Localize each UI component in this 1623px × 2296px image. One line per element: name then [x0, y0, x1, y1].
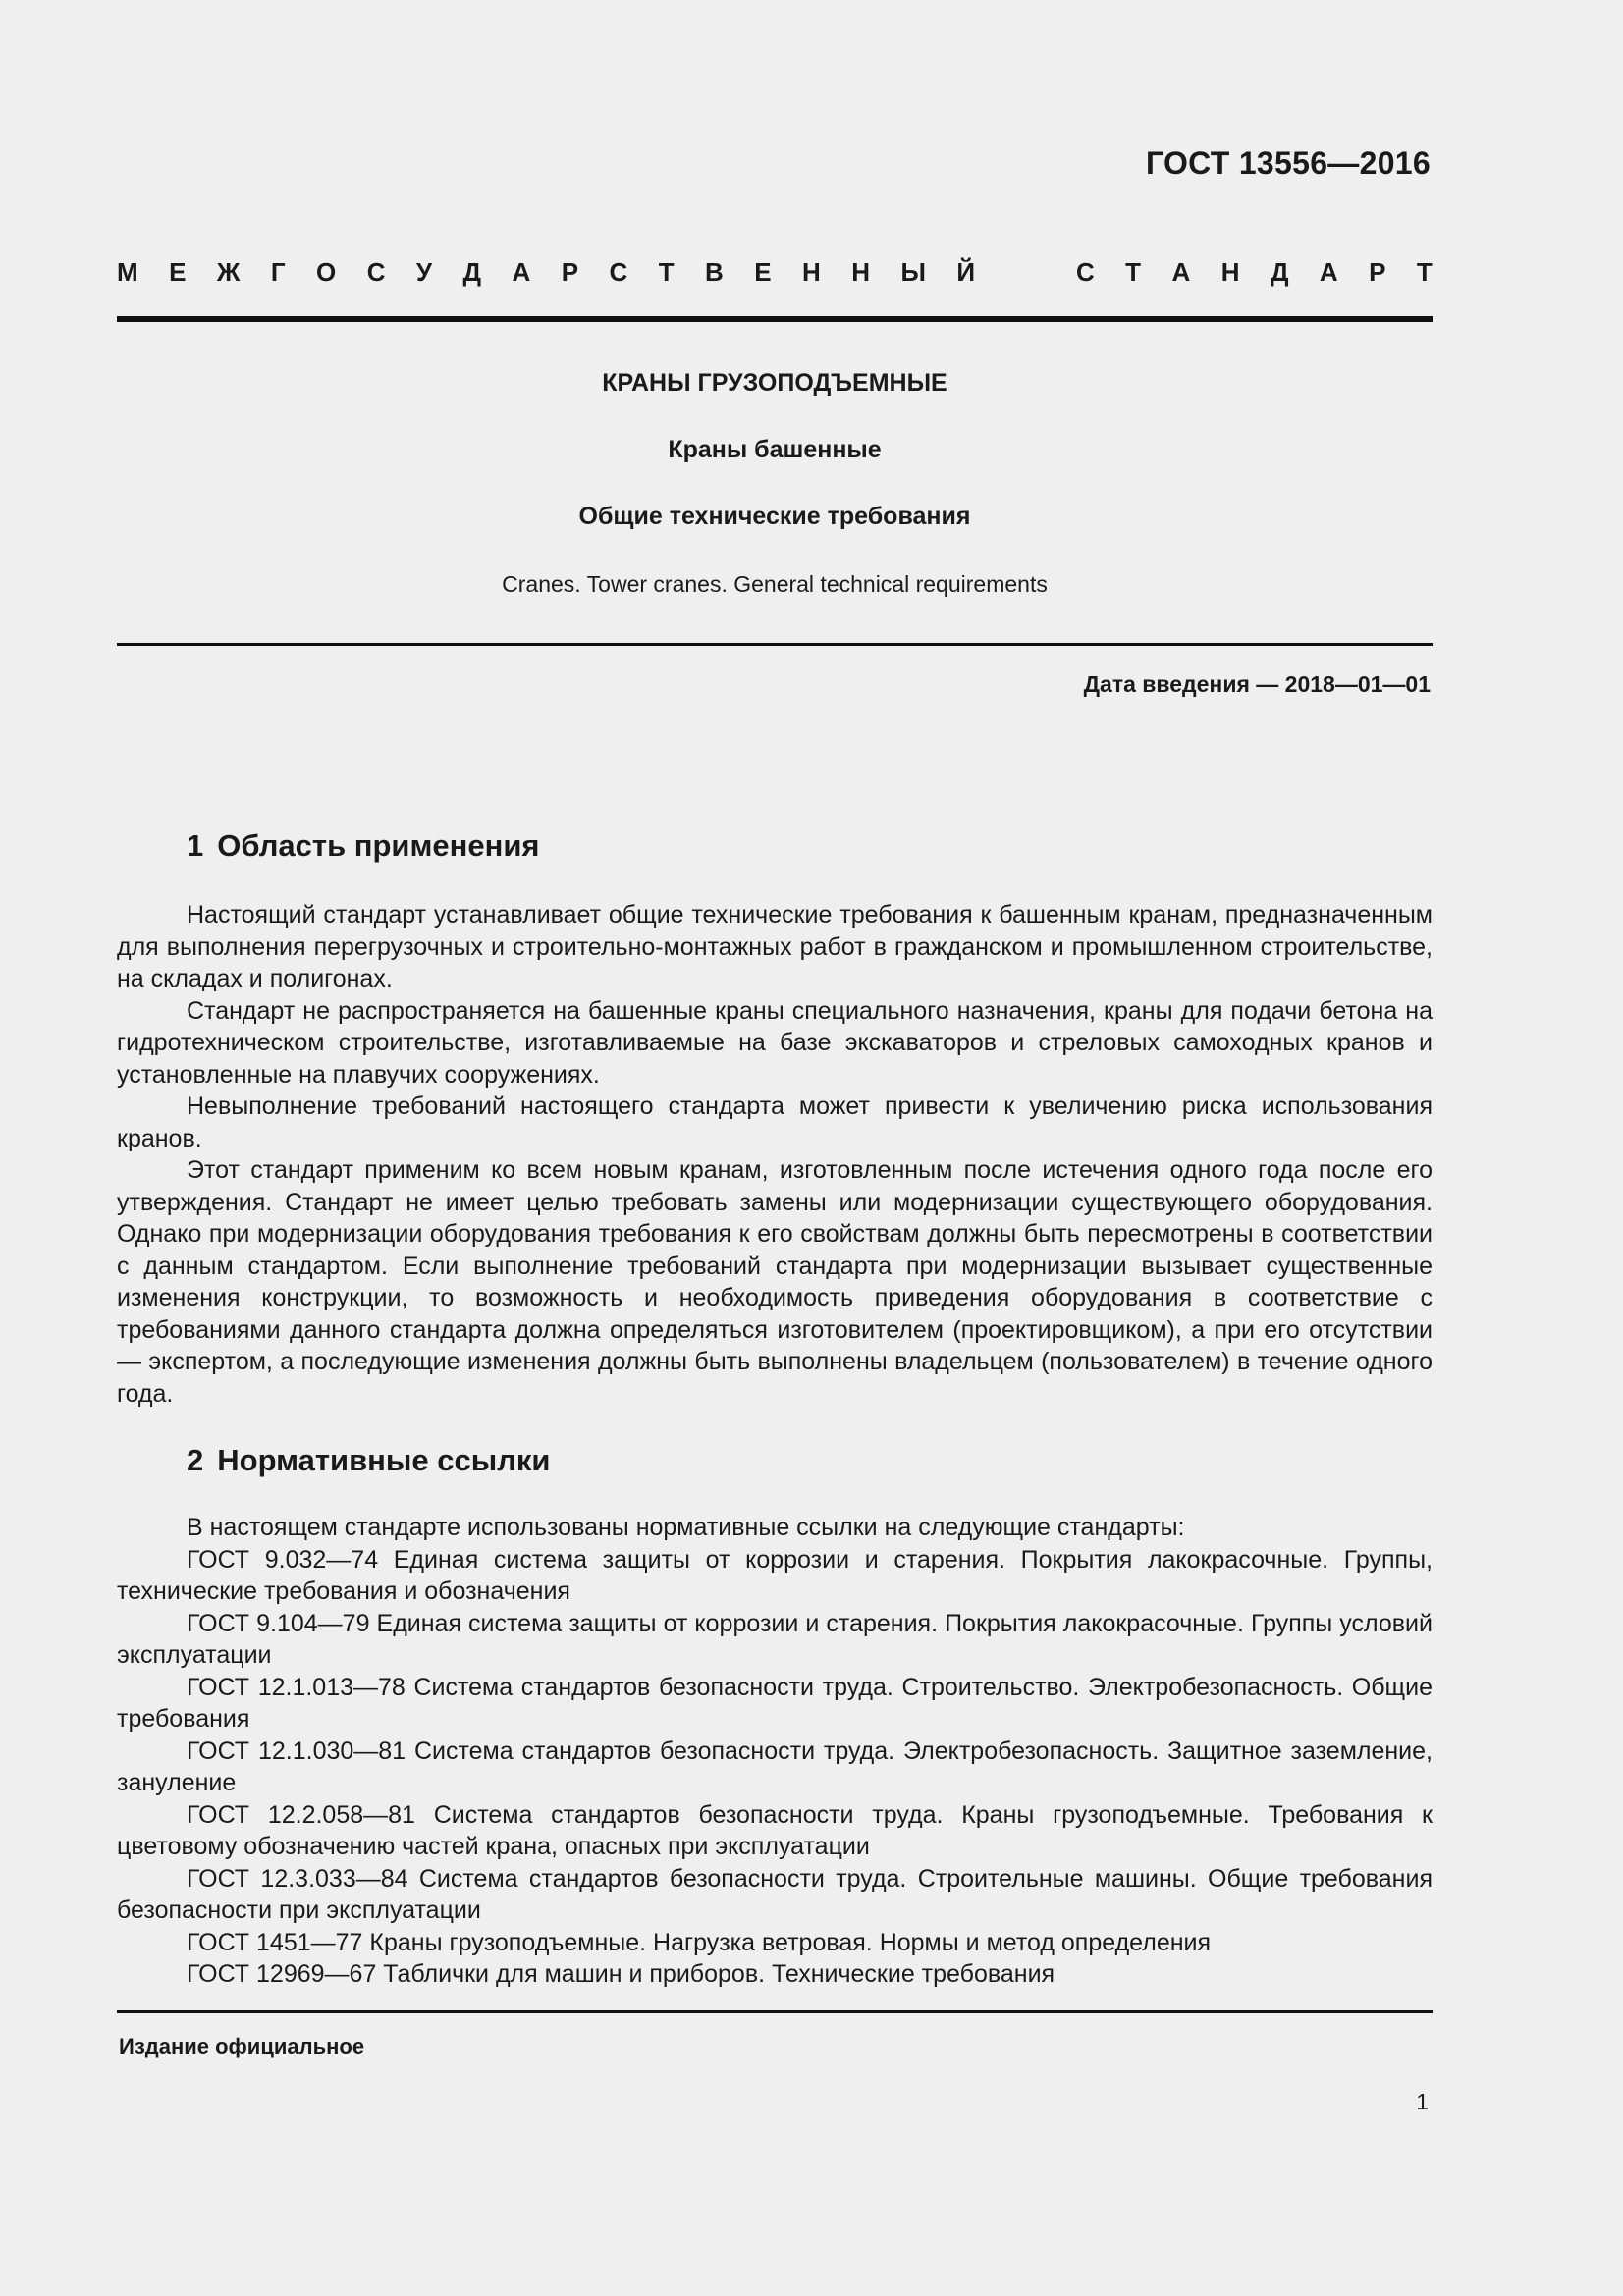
- document-subtitle-requirements: Общие технические требования: [578, 503, 971, 530]
- banner-letter: Р: [561, 257, 579, 287]
- official-edition-label: Издание официальное: [119, 2034, 365, 2058]
- reference-item: ГОСТ 12.1.030—81 Система стандартов безопасности труда. Электробезопасность. Защитное заземление, зануление: [117, 1736, 1433, 1796]
- section-title: Область применения: [217, 828, 540, 863]
- banner-letter: С: [1075, 257, 1095, 287]
- banner-letter: М: [117, 257, 138, 287]
- banner-letter: Й: [956, 257, 976, 287]
- reference-item: ГОСТ 12969—67 Таблички для машин и приборов. Технические требования: [187, 1960, 1055, 1988]
- document-subtitle: Краны башенные: [668, 436, 882, 463]
- reference-item: ГОСТ 9.104—79 Единая система защиты от коррозии и старения. Покрытия лакокрасочные. Группы условий эксплуатации: [117, 1609, 1433, 1669]
- section-2-body: [117, 1512, 1433, 1991]
- introduction-date: Дата введения — 2018—01—01: [1083, 671, 1431, 697]
- section-1-heading: [187, 828, 540, 864]
- header-divider: [117, 316, 1433, 322]
- reference-item: ГОСТ 12.1.013—78 Система стандартов безопасности труда. Строительство. Электробезопасность. Общие требования: [117, 1673, 1433, 1733]
- english-title: Cranes. Tower cranes. General technical requirements: [502, 571, 1048, 597]
- section-1-body: [117, 899, 1433, 1410]
- banner-letter: У: [415, 257, 433, 287]
- banner-letter: Е: [754, 257, 772, 287]
- banner-letter: О: [316, 257, 337, 287]
- banner-letter: Н: [802, 257, 821, 287]
- banner-letter: Р: [1369, 257, 1386, 287]
- banner-letter: С: [609, 257, 628, 287]
- paragraph: Стандарт не распространяется на башенные краны специального назначения, краны для подачи бетона на гидротехническом строительстве, изготавливаемые на базе экскаваторов и стреловых самоходных кранов и установленные на плавучих сооружениях.: [117, 996, 1433, 1089]
- interstate-standard-banner: [117, 257, 1433, 288]
- banner-letter: Н: [1220, 257, 1240, 287]
- banner-letter: Т: [1416, 257, 1433, 287]
- section-number: 2: [187, 1443, 204, 1477]
- banner-letter: Т: [658, 257, 675, 287]
- banner-word-gap: [1006, 257, 1046, 288]
- banner-letter: В: [705, 257, 724, 287]
- gost-number: ГОСТ 13556—2016: [1145, 145, 1431, 181]
- banner-letter: А: [1171, 257, 1191, 287]
- reference-item: ГОСТ 12.2.058—81 Система стандартов безопасности труда. Краны грузоподъемные. Требования к цветовому обозначению частей крана, опасных при эксплуатации: [117, 1800, 1433, 1860]
- section-title: Нормативные ссылки: [217, 1443, 551, 1477]
- title-divider: [117, 643, 1433, 646]
- banner-letter: Т: [1125, 257, 1142, 287]
- banner-letter: А: [1319, 257, 1338, 287]
- footer-divider: [117, 2010, 1433, 2013]
- banner-letter: Д: [1270, 257, 1289, 287]
- banner-letter: Н: [851, 257, 871, 287]
- banner-letter: Е: [169, 257, 187, 287]
- banner-letter: Г: [270, 257, 286, 287]
- banner-letter: А: [512, 257, 531, 287]
- reference-item: ГОСТ 1451—77 Краны грузоподъемные. Нагрузка ветровая. Нормы и метод определения: [187, 1928, 1212, 1956]
- banner-letter: Ж: [216, 257, 241, 287]
- page-number: 1: [1416, 2089, 1429, 2114]
- section-number: 1: [187, 828, 204, 863]
- paragraph: Этот стандарт применим ко всем новым кранам, изготовленным после истечения одного года после его утверждения. Стандарт не имеет целью требовать замены или модернизации существующего оборудования. Однако при модернизации оборудования требования к его свойствам должны быть пересмотрены в соответствии с данным стандартом. Если выполнение требований стандарта при модернизации вызывает существенные изменения конструкции, то возможность и необходимость приведения оборудования в соответствие с требованиями данного стандарта должна определяться изготовителем (проектировщиком), а при его отсутствии — экспертом, а последующие изменения должны быть выполнены владельцем (пользователем) в течение одного года.: [117, 1156, 1433, 1408]
- paragraph: В настоящем стандарте использованы нормативные ссылки на следующие стандарты:: [187, 1514, 1185, 1541]
- document-title: КРАНЫ ГРУЗОПОДЪЕМНЫЕ: [602, 369, 947, 397]
- section-2-heading: [187, 1443, 550, 1478]
- banner-letter: Д: [462, 257, 482, 287]
- reference-item: ГОСТ 9.032—74 Единая система защиты от коррозии и старения. Покрытия лакокрасочные. Группы, технические требования и обозначения: [117, 1545, 1433, 1605]
- banner-letter: Ы: [900, 257, 926, 287]
- banner-letter: С: [366, 257, 386, 287]
- paragraph: Невыполнение требований настоящего стандарта может привести к увеличению риска использования кранов.: [117, 1093, 1433, 1152]
- reference-item: ГОСТ 12.3.033—84 Система стандартов безопасности труда. Строительные машины. Общие требования безопасности при эксплуатации: [117, 1864, 1433, 1924]
- paragraph: Настоящий стандарт устанавливает общие технические требования к башенным кранам, предназначенным для выполнения перегрузочных и строительно-монтажных работ в гражданском и промышленном строительстве, на складах и полигонах.: [117, 901, 1433, 992]
